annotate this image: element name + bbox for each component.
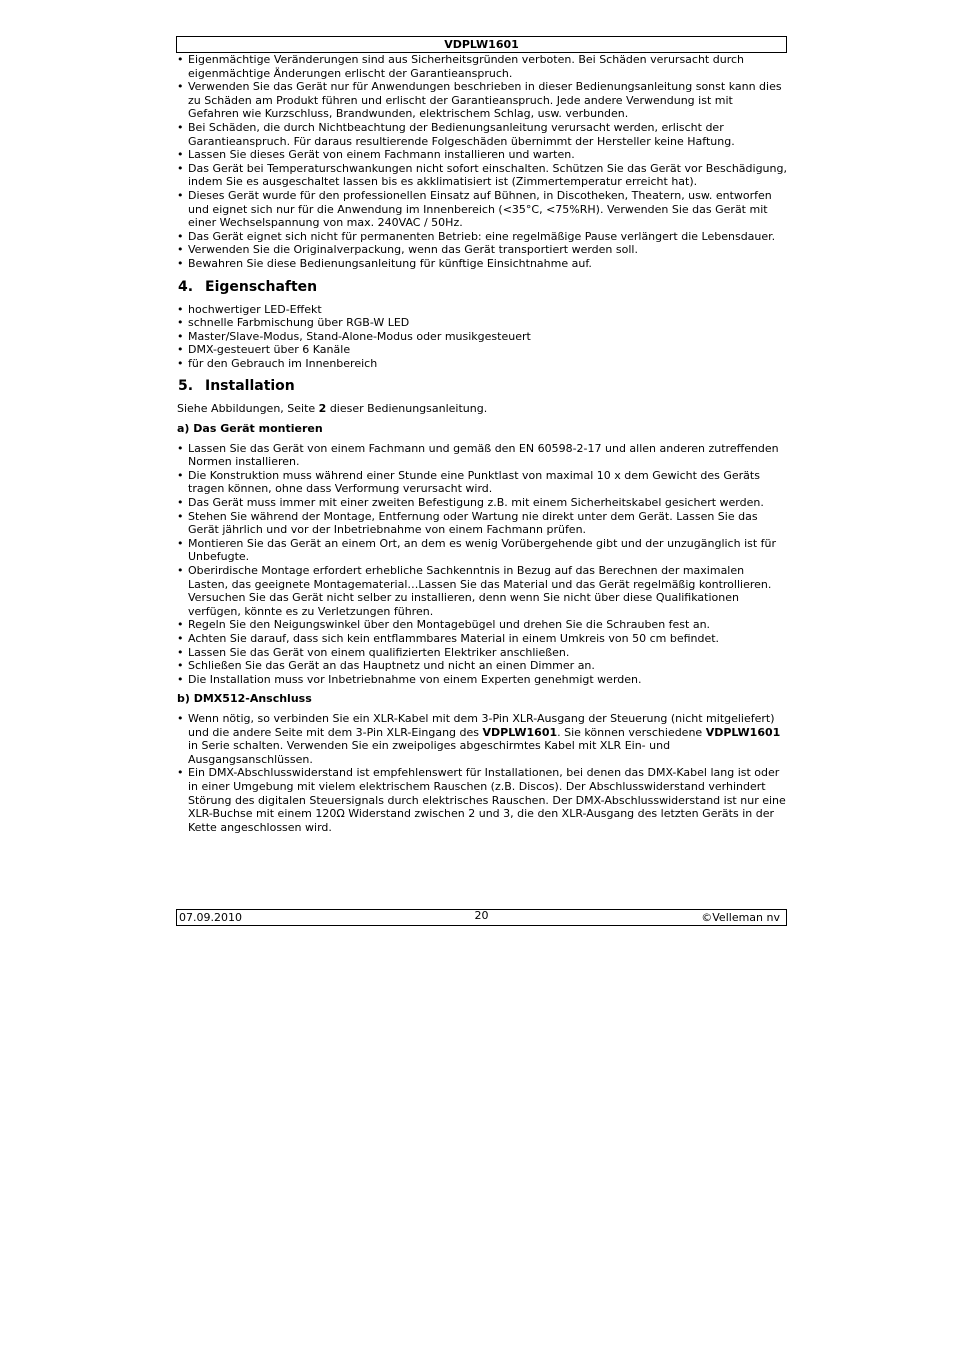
section-title-text: Installation	[205, 378, 295, 395]
list-item: • Schließen Sie das Gerät an das Hauptnetz und nicht an einen Dimmer an.	[176, 659, 787, 673]
dmx-list	[176, 712, 787, 834]
section-heading-installation	[178, 378, 787, 394]
list-item: • Bei Schäden, die durch Nichtbeachtung der Bedienungsanleitung verursacht werden, erlischt der Garantieanspruch. Für daraus resultierende Folgeschäden übernimmt der Hersteller keine Haftung.	[176, 121, 787, 148]
list-item: • Die Installation muss vor Inbetriebnahme von einem Experten genehmigt werden.	[176, 673, 787, 687]
list-item: • hochwertiger LED-Effekt	[176, 303, 787, 317]
list-item: • für den Gebrauch im Innenbereich	[176, 357, 787, 371]
list-item: • DMX-gesteuert über 6 Kanäle	[176, 343, 787, 357]
list-item: • Lassen Sie dieses Gerät von einem Fachmann installieren und warten.	[176, 148, 787, 162]
model-name: VDPLW1601	[482, 725, 558, 739]
list-item: • Achten Sie darauf, dass sich kein entflammbares Material in einem Umkreis von 50 cm befindet.	[176, 632, 787, 646]
list-item: • Stehen Sie während der Montage, Entfernung oder Wartung nie direkt unter dem Gerät. Lassen Sie das Gerät jährlich und vor der Inbetriebnahme von einem Fachmann prüfen.	[176, 510, 787, 537]
list-item: • Verwenden Sie die Originalverpackung, wenn das Gerät transportiert werden soll.	[176, 243, 787, 257]
text-span: Wenn nötig, so verbinden Sie ein XLR-Kabel mit dem 3-Pin XLR-Ausgang der Steuerung (nicht mitgeliefert) und die andere Seite mit dem 3-Pin XLR-Eingang des	[188, 711, 775, 739]
subheading-dmx: b) DMX512-Anschluss	[177, 692, 312, 706]
section-title-text: Eigenschaften	[205, 278, 318, 295]
list-item: • Verwenden Sie das Gerät nur für Anwendungen beschrieben in dieser Bedienungsanleitung sonst kann dies zu Schäden am Produkt führen und erlischt der Garantieanspruch. Jede andere Verwendung ist mit Gefahren wie Kurzschluss, Brandwunden, elektrischem Schlag, usw. verbunden.	[176, 80, 787, 121]
intro-list	[176, 53, 787, 271]
list-item: • Die Konstruktion muss während einer Stunde eine Punktlast von maximal 10 x dem Gewicht des Geräts tragen können, ohne dass Verformung verursacht wird.	[176, 469, 787, 496]
text-span: in Serie schalten. Verwenden Sie ein zweipoliges abgeschirmtes Kabel mit XLR Ein- und Ausgangsanschlüssen.	[188, 739, 671, 766]
installation-intro	[177, 402, 787, 416]
list-item: • Eigenmächtige Veränderungen sind aus Sicherheitsgründen verboten. Bei Schäden verursacht durch eigenmächtige Änderungen erlischt der Garantieanspruch.	[176, 53, 787, 80]
document-footer	[176, 909, 787, 926]
page-body	[176, 36, 787, 834]
list-item: • Lassen Sie das Gerät von einem qualifizierten Elektriker anschließen.	[176, 646, 787, 660]
features-list	[176, 303, 787, 371]
subheading-mount: a) Das Gerät montieren	[177, 422, 323, 436]
footer-copyright: ©Velleman nv	[701, 911, 780, 924]
list-item: • Regeln Sie den Neigungswinkel über den Montagebügel und drehen Sie die Schrauben fest an.	[176, 618, 787, 632]
list-item: • Lassen Sie das Gerät von einem Fachmann und gemäß den EN 60598-2-17 und allen anderen zutreffenden Normen installieren.	[176, 442, 787, 469]
page-number: 20	[474, 909, 489, 922]
model-name: VDPLW1601	[705, 725, 781, 739]
list-item: • Das Gerät eignet sich nicht für permanenten Betrieb: eine regelmäßige Pause verlängert die Lebensdauer.	[176, 230, 787, 244]
header-title: VDPLW1601	[444, 38, 519, 51]
intro-text: Siehe Abbildungen, Seite	[177, 402, 319, 416]
list-item: • Das Gerät muss immer mit einer zweiten Befestigung z.B. mit einem Sicherheitskabel gesichert werden.	[176, 496, 787, 510]
footer-date: 07.09.2010	[179, 911, 242, 924]
list-item	[176, 712, 787, 766]
list-item: • Oberirdische Montage erfordert erhebliche Sachkenntnis in Bezug auf das Berechnen der maximalen Lasten, das geeignete Montagematerial…Lassen Sie das Material und das Gerät regelmäßig kontrollieren. Versuchen Sie das Gerät nicht selber zu installieren, denn wenn Sie nicht über diese Qualifikationen verfügen, könnte es zu Verletzungen führen.	[176, 564, 787, 618]
document-header	[176, 36, 787, 53]
list-item: • Master/Slave-Modus, Stand-Alone-Modus oder musikgesteuert	[176, 330, 787, 344]
list-item: • schnelle Farbmischung über RGB-W LED	[176, 316, 787, 330]
intro-text: dieser Bedienungsanleitung.	[326, 402, 488, 416]
page-reference: 2	[318, 402, 327, 416]
section-heading-eigenschaften	[178, 279, 787, 295]
text-span: . Sie können verschiedene	[557, 725, 706, 739]
list-item: • Dieses Gerät wurde für den professionellen Einsatz auf Bühnen, in Discotheken, Theatern, usw. entworfen und eignet sich nur für die Anwendung im Innenbereich (<35°C, <75%RH). Verwenden Sie das Gerät mit einer Wechselspannung von max. 240VAC / 50Hz.	[176, 189, 787, 230]
mount-list	[176, 442, 787, 687]
list-item: • Bewahren Sie diese Bedienungsanleitung für künftige Einsichtnahme auf.	[176, 257, 787, 271]
list-item: • Das Gerät bei Temperaturschwankungen nicht sofort einschalten. Schützen Sie das Gerät vor Beschädigung, indem Sie es ausgeschaltet lassen bis es akklimatisiert ist (Zimmertemperatur erreicht hat).	[176, 162, 787, 189]
section-number: 5.	[178, 378, 194, 395]
list-item: • Montieren Sie das Gerät an einem Ort, an dem es wenig Vorübergehende gibt und der unzugänglich ist für Unbefugte.	[176, 537, 787, 564]
list-item: • Ein DMX-Abschlusswiderstand ist empfehlenswert für Installationen, bei denen das DMX-Kabel lang ist oder in einer Umgebung mit vielem elektrischem Rauschen (z.B. Discos). Der Abschlusswiderstand verhindert Störung des digitalen Steuersignals durch elektrisches Rauschen. Der DMX-Abschlusswiderstand ist nur eine XLR-Buchse mit einem 120Ω Widerstand zwischen 2 und 3, die den XLR-Ausgang des letzten Geräts in der Kette angeschlossen wird.	[176, 766, 787, 834]
section-number: 4.	[178, 278, 194, 295]
